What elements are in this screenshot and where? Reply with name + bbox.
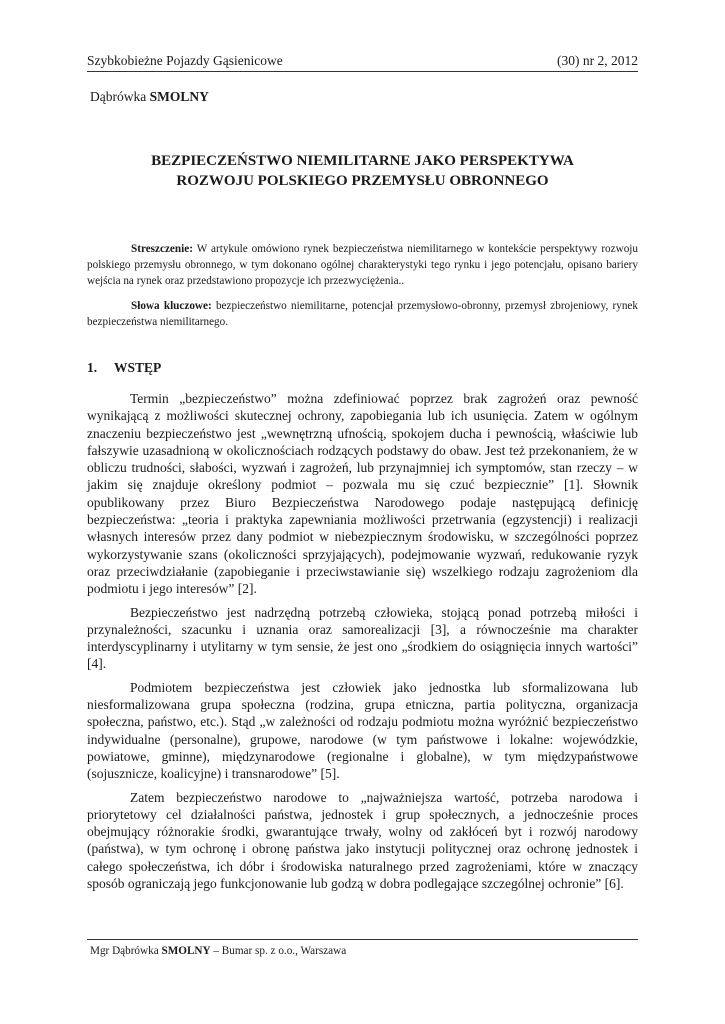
body-paragraph: Termin „bezpieczeństwo” można zdefiniować poprzez brak zagrożeń oraz pewność wynikającą z możliwości skutecznej ochrony, zapobiegania lub ich usunięcia. Zatem w ogólnym znaczeniu bezpieczeństwo jest „wewnętrzną ufnością, spokojem ducha i pewnością, właściwie lub fałszywie uzasadnioną w okolicznościach rodzących podstawy do obaw. Jest też przekonaniem, że w obliczu trudności, słabości, wyzwań i zagrożeń, lub przynajmniej ich symptomów, stan rzeczy – w jakim się znajduje określony podmiot – pozwala mu się czuć bezpiecznie” [1]. Słownik opublikowany przez Biuro Bezpieczeństwa Narodowego podaje następującą definicję bezpieczeństwa: „teoria i praktyka zapewniania możliwości przetrwania (egzystencji) i realizacji własnych interesów przez dany podmiot w niebezpiecznym środowisku, w szczególności poprzez wykorzystywanie szans (okoliczności sprzyjających), podejmowanie wyzwań, redukowanie ryzyk oraz przeciwdziałanie (zapobieganie i przeciwstawianie się) wszelkiego rodzaju zagrożeniom dla podmiotu i jego interesów” [2]. xyxy=(87,391,638,597)
keywords xyxy=(87,298,638,330)
section-title: WSTĘP xyxy=(114,360,162,375)
author-last-name: SMOLNY xyxy=(149,89,209,104)
running-head xyxy=(87,53,638,69)
keywords-text: bezpieczeństwo niemilitarne, potencjał przemysłowo-obronny, przemysł zbrojeniowy, rynek bezpieczeństwa niemilitarnego. xyxy=(87,300,638,328)
title-line-2: ROZWOJU POLSKIEGO PRZEMYSŁU OBRONNEGO xyxy=(176,173,549,189)
abstract-text: W artykule omówiono rynek bezpieczeństwa niemilitarnego w kontekście perspektywy rozwoju polskiego przemysłu obronnego, w tym dokonano ogólnej charakterystyki tego rynku i jego potencjału, opisano bariery wejścia na rynek oraz przedstawiono propozycje ich przezwyciężenia.. xyxy=(87,243,638,287)
paper-title xyxy=(87,151,638,191)
section-number: 1. xyxy=(87,360,98,375)
journal-name: Szybkobieżne Pojazdy Gąsienicowe xyxy=(87,53,283,68)
body-text xyxy=(87,390,638,898)
header-rule xyxy=(87,71,638,72)
author-footnote xyxy=(90,945,346,957)
keywords-label: Słowa kluczowe: xyxy=(131,300,212,312)
author-line xyxy=(90,89,209,105)
footnote-suffix: – Bumar sp. z o.o., Warszawa xyxy=(210,945,347,957)
body-paragraph: Zatem bezpieczeństwo narodowe to „najważniejsza wartość, potrzeba narodowa i priorytetowy cel działalności państwa, jednostek i grup społecznych, a jednocześnie proces obejmujący różnorakie środki, gwarantujące trwały, wolny od zakłóceń byt i rozwój narodowy (państwa), w tym ochronę i obronę państwa jako instytucji politycznej oraz ochronę jednostek i całego społeczeństwa, ich dóbr i środowiska naturalnego przed zagrożeniami, które w znaczący sposób ograniczają jego funkcjonowanie lub godzą w dobra podlegające szczególnej ochronie” [6]. xyxy=(87,789,638,892)
footnote-name: SMOLNY xyxy=(161,945,211,957)
body-paragraph: Podmiotem bezpieczeństwa jest człowiek jako jednostka lub sformalizowana lub niesformalizowana grupa społeczna (rodzina, grupa etniczna, partia polityczna, organizacja społeczna, państwo, etc.). Stąd „w zależności od rodzaju podmiotu można wyróżnić bezpieczeństwo indywidualne (personalne), grupowe, narodowe (w tym państwowe i lokalne: wojewódzkie, powiatowe, gminne), międzynarodowe (regionalne i globalne), w tym międzypaństwowe (sojusznicze, koalicyjne) i transnarodowe” [5]. xyxy=(87,679,638,782)
abstract-label: Streszczenie: xyxy=(131,243,193,255)
body-paragraph: Bezpieczeństwo jest nadrzędną potrzebą człowieka, stojącą ponad potrzebą miłości i przynależności, szacunku i uznania oraz samorealizacji [3], a równocześnie ma charakter interdyscyplinarny i utylitarny w tym sensie, że jest ono „środkiem do osiągnięcia innych wartości” [4]. xyxy=(87,604,638,672)
footnote-rule xyxy=(87,939,638,940)
section-heading xyxy=(87,360,161,376)
issue-number: (30) nr 2, 2012 xyxy=(557,53,638,68)
footnote-prefix: Mgr Dąbrówka xyxy=(90,945,162,957)
author-first-name: Dąbrówka xyxy=(90,89,147,104)
title-line-1: BEZPIECZEŃSTWO NIEMILITARNE JAKO PERSPEKTYWA xyxy=(151,153,574,169)
abstract xyxy=(87,241,638,289)
